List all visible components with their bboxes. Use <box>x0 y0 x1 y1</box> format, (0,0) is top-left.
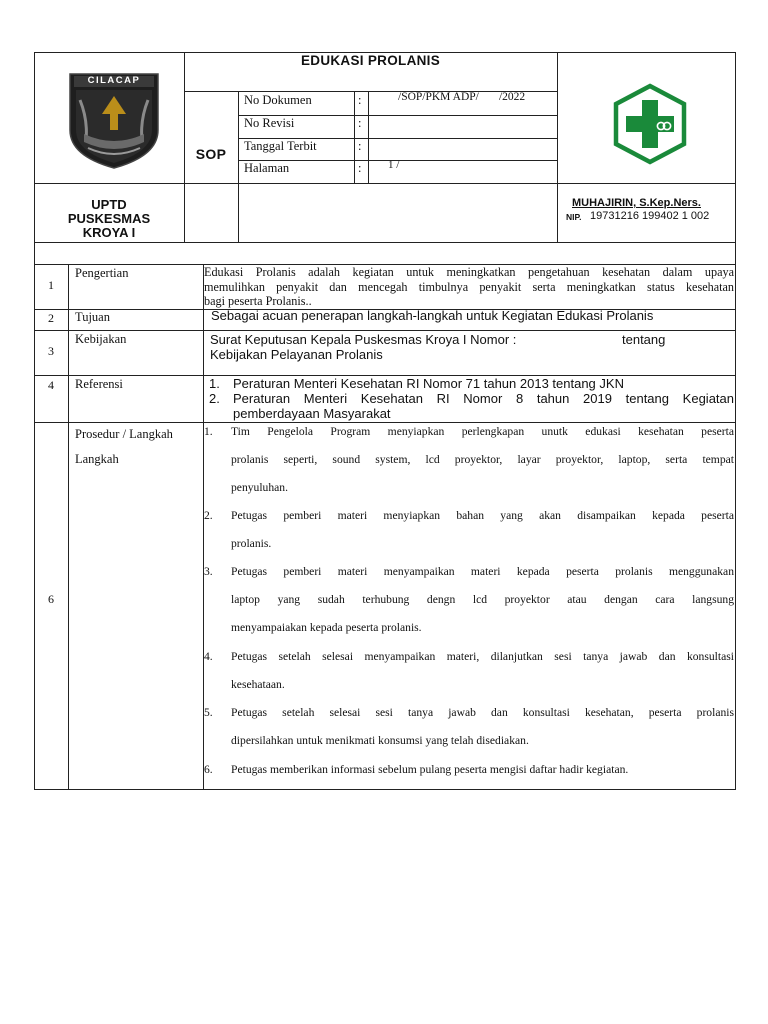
step-text: menyampaiakan kepada peserta prolanis. <box>231 621 422 634</box>
row-label-pengertian: Pengertian <box>75 266 129 280</box>
header-middle-divider <box>34 183 736 184</box>
step-text: Petugas setelah selesai menyampaikan materi, dilanjutkan sesi tanya jawab dan konsultasi <box>231 650 734 663</box>
row-label-referensi: Referensi <box>75 377 123 391</box>
step-text: laptop yang sudah terhubung dengn lcd proyektor atau dengan cara langsung <box>231 593 734 606</box>
org-name-line: KROYA I <box>82 225 136 240</box>
kebijakan-tentang: tentang <box>622 332 666 347</box>
row-divider <box>34 330 736 331</box>
step-number: 4. <box>204 650 213 663</box>
reference-number: 1. <box>209 376 220 391</box>
procedure-step <box>204 643 734 699</box>
row-label-tujuan: Tujuan <box>75 310 110 324</box>
meta-sep: : <box>358 93 362 107</box>
health-cross-icon <box>610 82 690 166</box>
text-line: Edukasi Prolanis adalah kegiatan untuk meningkatkan pengetahuan kesehatan dalam upaya <box>204 265 734 279</box>
reference-text: Peraturan Menteri Kesehatan RI Nomor 8 tahun 2019 tentang Kegiatan <box>233 391 734 406</box>
step-number: 1. <box>204 425 213 438</box>
step-text: Tim Pengelola Program menyiapkan perlengkapan unutk edukasi kesehatan peserta <box>231 425 734 438</box>
step-text: Petugas pemberi materi menyampaikan materi kepada peserta prolanis menggunakan <box>231 565 734 578</box>
step-number: 3. <box>204 565 213 578</box>
table-border-bottom <box>34 789 736 790</box>
meta-sep: : <box>358 116 362 130</box>
meta-value-halaman: 1 / <box>388 159 400 171</box>
row-number: 2 <box>48 311 54 325</box>
kebijakan-text-line2: Kebijakan Pelayanan Prolanis <box>210 347 383 362</box>
meta-sep: : <box>358 161 362 175</box>
reference-item <box>209 391 734 421</box>
row-label-line: Langkah <box>75 452 119 466</box>
kebijakan-text: Surat Keputusan Kepala Puskesmas Kroya I Nomor : <box>210 332 517 347</box>
step-number: 5. <box>204 706 213 719</box>
meta-sep-col <box>354 91 355 183</box>
step-text: Petugas memberikan informasi sebelum pulang peserta mengisi daftar hadir kegiatan. <box>231 763 629 776</box>
reference-text: pemberdayaan Masyarakat <box>233 406 391 421</box>
reference-text: Peraturan Menteri Kesehatan RI Nomor 71 tahun 2013 tentang JKN <box>233 376 624 391</box>
org-name-line: UPTD <box>91 197 127 212</box>
header-bottom-divider <box>34 242 736 243</box>
row-number: 6 <box>48 592 54 606</box>
tujuan-text: Sebagai acuan penerapan langkah-langkah untuk Kegiatan Edukasi Prolanis <box>211 308 654 323</box>
row-label-kebijakan: Kebijakan <box>75 332 127 346</box>
step-text: penyuluhan. <box>231 481 288 494</box>
procedure-step <box>204 502 734 558</box>
document-title: EDUKASI PROLANIS <box>300 53 441 68</box>
meta-value-no-dokumen: /SOP/PKM ADP/ /2022 <box>398 91 526 103</box>
row-number: 3 <box>48 344 54 358</box>
row-label-prosedur <box>75 422 173 472</box>
procedure-step <box>204 756 734 784</box>
meta-label-no-dokumen: No Dokumen <box>244 93 312 107</box>
table-border-right <box>735 52 736 790</box>
reference-item <box>209 376 734 391</box>
procedure-step <box>204 558 734 642</box>
emblem-banner-text: CILACAP <box>87 75 141 86</box>
procedure-step <box>204 699 734 755</box>
nip-label: NIP. <box>566 212 582 222</box>
meta-value-col <box>368 91 369 183</box>
right-logo-col-divider <box>557 52 558 243</box>
step-text: prolanis seperti, sound system, lcd proyektor, layar proyektor, laptop, serta tempat <box>231 453 734 466</box>
pengertian-text <box>204 265 734 309</box>
text-line: bagi peserta Prolanis.. <box>204 294 312 308</box>
nip-value: 19731216 199402 1 002 <box>590 210 710 222</box>
meta-label-no-revisi: No Revisi <box>244 116 295 130</box>
sop-col-divider <box>238 91 239 243</box>
step-text: Petugas setelah selesai sesi tanya jawab dan konsultasi kesehatan, peserta prolanis <box>231 706 734 719</box>
org-name <box>34 198 184 240</box>
number-col-divider <box>68 264 69 790</box>
sop-label: SOP <box>195 146 227 162</box>
meta-sep: : <box>358 139 362 153</box>
org-name-line: PUSKESMAS <box>67 211 151 226</box>
step-text: Petugas pemberi materi menyiapkan bahan yang akan disampaikan kepada peserta <box>231 509 734 522</box>
step-text: kesehataan. <box>231 678 285 691</box>
step-text: dipersilahkan untuk menikmati konsumsi yang telah disediakan. <box>231 734 529 747</box>
signatory-name: MUHAJIRIN, S.Kep.Ners. <box>572 197 701 209</box>
puskesmas-logo <box>610 82 690 166</box>
procedure-step <box>204 418 734 502</box>
step-text: prolanis. <box>231 537 272 550</box>
meta-label-tanggal-terbit: Tanggal Terbit <box>244 139 317 153</box>
step-number: 6. <box>204 763 213 776</box>
regency-emblem-logo <box>66 70 162 170</box>
row-number: 1 <box>48 278 54 292</box>
step-number: 2. <box>204 509 213 522</box>
row-label-line: Prosedur / Langkah <box>75 427 173 441</box>
reference-number: 2. <box>209 391 220 406</box>
row-number: 4 <box>48 378 54 392</box>
text-line: memulihkan penyakit dan mencegah timbulnya penyakit serta meningkatkan status kesehatan <box>204 279 734 294</box>
table-border-left <box>34 52 35 790</box>
meta-label-halaman: Halaman <box>244 161 290 175</box>
